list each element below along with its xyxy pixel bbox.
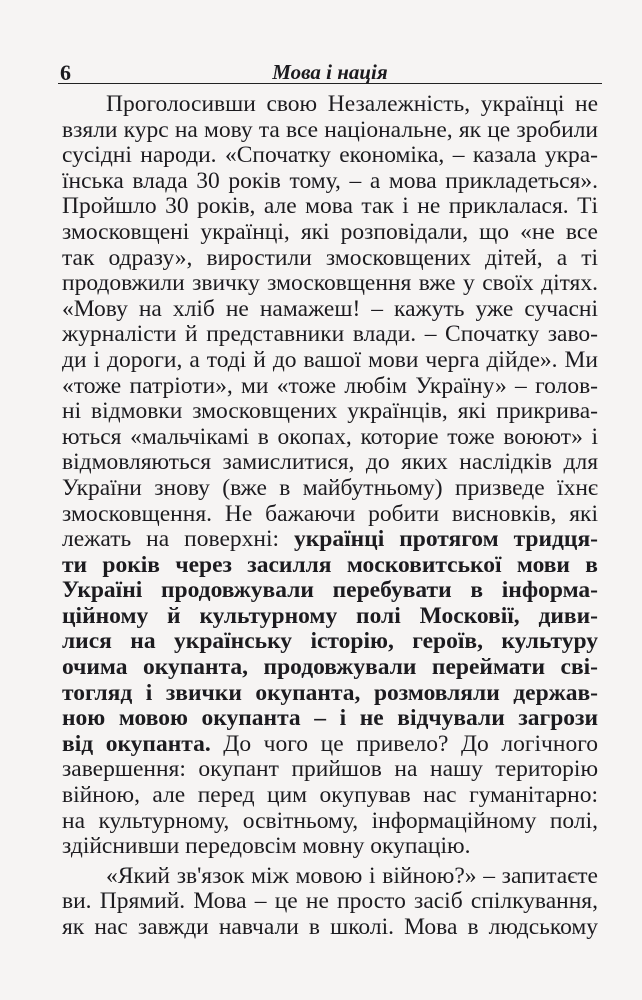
text-line: змосковщення. Не бажаючи робити висновків, які [62,500,598,527]
text-line: взяли курс на мову та все національне, як це зробили [62,116,598,143]
text-line: сусідні народи. «Спочатку економіка, – казала укра- [62,142,598,169]
header-rule [58,83,602,84]
text-line: Проголосивши свою Незалежність, українці не [106,91,598,117]
text-line: відмовляються замислитися, до яких наслідків для [62,449,598,476]
text-bold: від окупанта. [62,730,211,757]
text-line: так одразу», виростили змосковщених дітей, а ті [62,244,598,271]
paragraph-2 [62,864,598,941]
text-line: ні відмовки змосковщених українців, які прикрива- [62,398,598,425]
text-line: війною, але перед цим окупував нас гуманітарно: [62,782,598,809]
page-header [58,58,602,85]
text-line: продовжили звичку змосковщення вже у своїх дітях. [62,270,598,297]
text-line: змосковщені українці, які розповідали, що «не все [62,218,598,245]
page-number: 6 [60,60,71,85]
running-title: Мова і нація [272,60,388,84]
text-line: «Мову на хліб не намажеш! – кажуть уже сучасні [62,295,598,322]
bold-text-line: ною мовою окупанта – і не відчували загрози [62,705,598,732]
text-normal: До чого це привело? До логічного [223,730,598,757]
text-line: «тоже патріоти», ми «тоже любім Україну» – голов- [62,372,598,399]
text-line: як нас завжди навчали в школі. Мова в людському [62,914,598,940]
text-line: «Який зв'язок між мовою і війною?» – запитаєте [106,862,598,889]
text-line: на культурному, освітньому, інформаційному полі, [62,807,598,834]
text-line: України знову (вже в майбутньому) призведе їхнє [62,474,598,501]
text-line: журналісти й представники влади. – Спочатку заво- [62,321,598,348]
bold-text-line: ційному й культурному полі Московії, диви- [62,602,598,629]
text-line-mixed [62,527,598,553]
text-normal: лежать на поверхні: [62,526,280,553]
text-line: завершення: окупант прийшов на нашу територію [62,756,598,783]
text-line: ви. Прямий. Мова – це не просто засіб спілкування, [62,888,598,915]
body-text [62,92,598,941]
bold-text-line: лися на українську історію, героїв, культуру [62,628,598,655]
text-line: здійснивши передовсім мовну окупацію. [62,833,471,860]
text-line: ди і дороги, а тоді й до вашої мови черга дійде». Ми [62,346,598,373]
text-line: ються «мальчікамі в окопах, которие тоже воюют» і [62,423,598,450]
bold-text-line: Україні продовжували перебувати в інформа- [62,577,598,604]
bold-text-line: тогляд і звички окупанта, розмовляли держав- [62,679,598,706]
bold-text-line: ти років через засилля московитської мови в [62,551,598,578]
text-line: їнська влада 30 років тому, – а мова прикладеться». [62,167,598,194]
paragraph-1 [62,92,598,860]
bold-text-line: очима окупанта, продовжували переймати сві- [62,654,598,681]
text-line-mixed [62,732,598,758]
text-bold: українці протягом тридця- [294,526,598,553]
text-line: Пройшло 30 років, але мова так і не приклалася. Ті [62,193,598,220]
